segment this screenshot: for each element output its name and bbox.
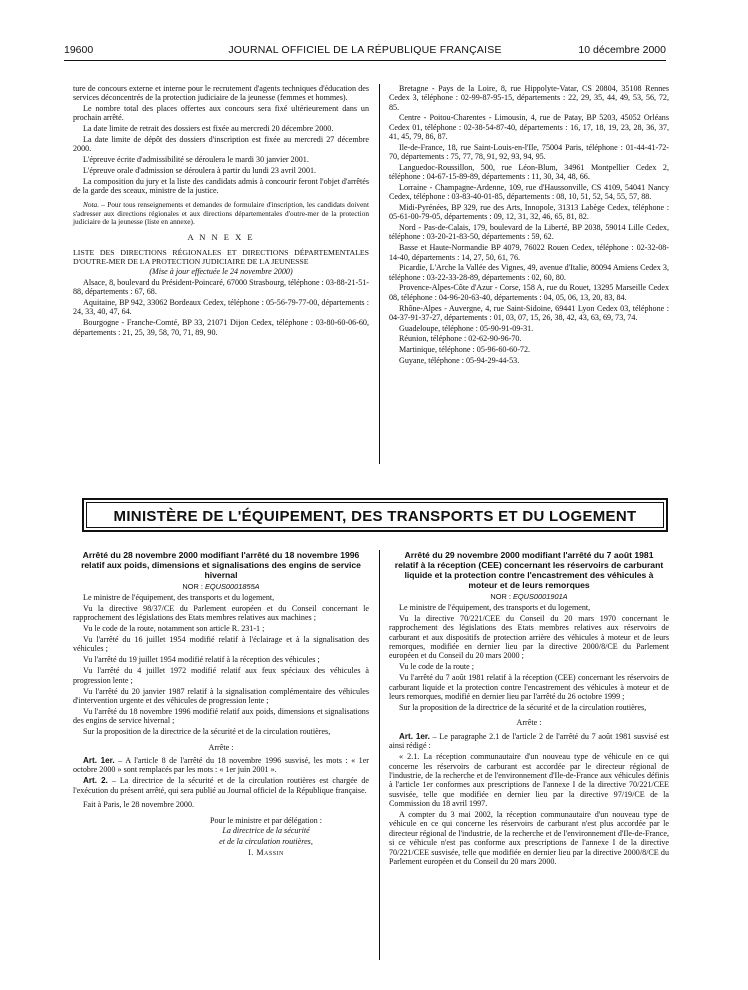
list-item: Alsace, 8, boulevard du Président-Poincaré, 67000 Strasbourg, téléphone : 03-88-21-51-88, départements : 67, 68. (73, 278, 369, 297)
column-divider (379, 550, 380, 960)
list-item: Ile-de-France, 18, rue Saint-Louis-en-l'Ile, 75004 Paris, téléphone : 01-44-41-72-70, départements : 75, 77, 78, 91, 92, 93, 94, 95. (389, 142, 669, 162)
quoted-paragraph: A compter du 3 mai 2002, la réception communautaire d'un nouveau type de véhicule en ce qui concerne les réservoirs de carburant n'est plus accordée par le directeur régional de l'industrie, de la recherche et de l'environnement d'Ile-de-France, si ce véhicule n'est pas conforme aux prescriptions de l'annexe I de la directive 70/221/CEE susvisée, telle que modifiée en dernier lieu par la directive 2000/8/CE du Parlement européen et du Conseil du 20 mars 2000. (389, 810, 669, 867)
top-left-column (73, 84, 369, 338)
update-note: (Mise à jour effectuée le 24 novembre 2000) (149, 267, 293, 277)
arrete-right-column (389, 550, 669, 868)
paragraph: Le ministre de l'équipement, des transports et du logement, (83, 592, 275, 602)
list-item: Réunion, téléphone : 02-62-90-96-70. (399, 334, 522, 344)
list-item: Guyane, téléphone : 05-94-29-44-53. (399, 356, 520, 366)
signature-line: et de la circulation routières, (219, 837, 313, 847)
journal-title: JOURNAL OFFICIEL DE LA RÉPUBLIQUE FRANÇAISE (228, 44, 502, 56)
arrete-word: Arrête : (516, 718, 542, 728)
nota-label: Nota. (83, 200, 100, 210)
signature-line: Pour le ministre et par délégation : (210, 815, 322, 825)
list-item: Languedoc-Roussillon, 500, rue Léon-Blum, 34961 Montpellier Cedex 2, téléphone : 04-67-15-89-89, départements : 11, 30, 34, 48, 66. (389, 162, 669, 182)
paragraph: Le nombre total des places offertes aux concours sera fixé ultérieurement dans un prochain arrêté. (73, 104, 369, 123)
page-header (64, 44, 666, 58)
nor-reference (389, 592, 669, 601)
nor-reference (73, 582, 369, 591)
quoted-paragraph: « 2.1. La réception communautaire d'un nouveau type de véhicule en ce qui concerne les réservoirs de carburant est accordée par le directeur régional de l'industrie, de la recherche et de l'environnement d'Ile-de-France aux véhicules définis à l'article 1er conformes aux prescriptions de l'annexe I de la directive 70/221/CEE susvisée, telle que modifiée en dernier lieu par la directive 97/19/CE de la Commission du 18 avril 1997. (389, 752, 669, 809)
article-2 (73, 776, 369, 795)
paragraph: Vu l'arrêté du 20 janvier 1987 relatif à la signalisation complémentaire des véhicules d'intervention urgente et des véhicules de progression lente ; (73, 686, 369, 705)
list-item: Bretagne - Pays de la Loire, 8, rue Hippolyte-Vatar, CS 20804, 35108 Rennes Cedex 3, téléphone : 02-99-87-95-15, départements : 22, 29, 35, 44, 49, 53, 56, 72, 85. (389, 84, 669, 112)
list-item: Provence-Alpes-Côte d'Azur - Corse, 158 A, rue du Rouet, 13295 Marseille Cedex 08, téléphone : 04-96-20-63-40, départements : 04, 05, 06, 13, 20, 83, 84. (389, 283, 669, 302)
list-item: Bourgogne - Franche-Comté, BP 33, 21071 Dijon Cedex, téléphone : 03-80-60-06-60, départements : 21, 25, 39, 58, 70, 71, 89, 90. (73, 318, 369, 337)
nor-label: NOR : (490, 592, 513, 601)
article-1 (389, 732, 669, 751)
done-at: Fait à Paris, le 28 novembre 2000. (83, 800, 195, 810)
ministry-banner (82, 498, 668, 532)
article-label: Art. 1er. (399, 731, 430, 741)
annexe-title: A N N E X E (187, 232, 255, 243)
header-rule (64, 60, 666, 61)
paragraph: Le ministre de l'équipement, des transports et du logement, (399, 602, 591, 612)
paragraph: ture de concours externe et interne pour le recrutement d'agents techniques d'éducation des services déconcentrés de la protection judiciaire de la jeunesse (femmes et hommes). (73, 84, 369, 103)
list-item: Martinique, téléphone : 05-96-60-60-72. (399, 345, 531, 355)
article-label: Art. 2. (83, 776, 108, 786)
article-text: – A l'article 8 de l'arrêté du 18 novembre 1996 susvisé, les mots : « 1er octobre 2000 » sont remplacés par les mots : « 1er juin 2001 ». (73, 756, 369, 775)
article-text: – La directrice de la sécurité et de la circulation routières est chargée de l'exécution du présent arrêté, qui sera publié au Journal officiel de la République française. (73, 776, 369, 795)
list-item: Guadeloupe, téléphone : 05-90-91-09-31. (399, 323, 534, 333)
annexe-subtitle: LISTE DES DIRECTIONS RÉGIONALES ET DIRECTIONS DÉPARTEMENTALES D'OUTRE-MER DE LA PROTECTION JUDICIAIRE DE LA JEUNESSE (73, 247, 369, 266)
issue-date: 10 décembre 2000 (578, 44, 666, 56)
nor-code: EQUS0001855A (204, 582, 260, 591)
paragraph: Vu l'arrêté du 16 juillet 1954 modifié relatif à l'éclairage et à la signalisation des véhicules ; (73, 635, 369, 654)
page-number: 19600 (64, 44, 94, 56)
list-item: Lorraine - Champagne-Ardenne, 109, rue d'Haussonville, CS 4109, 54041 Nancy Cedex, téléphone : 03-83-40-01-85, départements : 08, 10, 51, 52, 54, 55, 57, 88. (389, 182, 669, 202)
paragraph: Vu l'arrêté du 7 août 1981 relatif à la réception (CEE) concernant les réservoirs de carburant liquide et la protection contre l'encastrement des véhicules à moteur et de leurs remorques, modifié en dernier lieu par l'arrêté du 26 octobre 1999 ; (389, 673, 669, 702)
paragraph: La composition du jury et la liste des candidats admis à concourir feront l'objet d'arrêtés de la garde des sceaux, ministre de la justice. (73, 176, 369, 195)
signature-line: La directrice de la sécurité (222, 826, 310, 836)
paragraph: Vu le code de la route ; (399, 662, 475, 672)
column-divider (379, 84, 380, 464)
list-item: Centre - Poitou-Charentes - Limousin, 4, rue de Patay, BP 5203, 45052 Orléans Cedex 01, téléphone : 02-38-54-87-40, départements : 16, 17, 18, 19, 23, 28, 36, 37, 41, 45, 79, 86, 87. (389, 113, 669, 141)
paragraph: L'épreuve écrite d'admissibilité se déroulera le mardi 30 janvier 2001. (83, 155, 309, 165)
article-1 (73, 756, 369, 775)
list-item: Rhône-Alpes - Auvergne, 4, rue Saint-Sidoine, 69441 Lyon Cedex 03, téléphone : 04-37-91-37-27, départements : 01, 03, 07, 15, 26, 38, 42, 43, 63, 69, 73, 74. (389, 303, 669, 322)
article-text: – Le paragraphe 2.1 de l'article 2 de l'arrêté du 7 août 1981 susvisé est ainsi rédigé : (389, 731, 669, 751)
list-item: Basse et Haute-Normandie BP 4079, 76022 Rouen Cedex, téléphone : 02-32-08-14-40, départements : 14, 27, 50, 61, 76. (389, 243, 669, 262)
arrete-word: Arrête : (208, 742, 234, 752)
signatory-name: I. Massin (248, 848, 284, 858)
paragraph: Vu l'arrêté du 4 juillet 1972 modifié relatif aux feux spéciaux des véhicules à progression lente ; (73, 666, 369, 685)
arrete-title: Arrêté du 29 novembre 2000 modifiant l'arrêté du 7 août 1981 relatif à la réception (CEE) concernant les réservoirs de carburant liquide et la protection contre l'encastrement des véhicules à moteur et de leurs remorques (394, 550, 664, 590)
ministry-title: MINISTÈRE DE L'ÉQUIPEMENT, DES TRANSPORTS ET DU LOGEMENT (113, 508, 637, 525)
top-right-column (389, 84, 669, 367)
paragraph: L'épreuve orale d'admission se déroulera à partir du lundi 23 avril 2001. (83, 165, 317, 175)
paragraph: Vu la directive 70/221/CEE du Conseil du 20 mars 1970 concernant le rapprochement des législations des Etats membres relatives aux réservoirs de carburant et aux dispositifs de protection arrière des véhicules à moteur et de leurs remorques, modifiée en dernier lieu par la directive 2000/8/CE du Parlement européen et du Conseil du 20 mars 2000 ; (389, 613, 669, 661)
paragraph: Sur la proposition de la directrice de la sécurité et de la circulation routières, (83, 727, 331, 737)
nor-code: EQUS0001901A (512, 592, 568, 601)
list-item: Picardie, L'Arche la Vallée des Vignes, 49, avenue d'Italie, 80094 Amiens Cedex 3, téléphone : 03-22-33-28-89, départements : 02, 60, 80. (389, 263, 669, 282)
article-label: Art. 1er. (83, 756, 115, 765)
nor-label: NOR : (182, 582, 205, 591)
paragraph: Vu l'arrêté du 18 novembre 1996 modifié relatif aux poids, dimensions et signalisations des engins de service hivernal ; (73, 706, 369, 726)
paragraph: La date limite de retrait des dossiers est fixée au mercredi 20 décembre 2000. (83, 124, 334, 134)
list-item: Aquitaine, BP 942, 33062 Bordeaux Cedex, téléphone : 05-56-79-77-00, départements : 24, 33, 40, 47, 64. (73, 298, 369, 317)
arrete-title: Arrêté du 28 novembre 2000 modifiant l'arrêté du 18 novembre 1996 relatif aux poids, dimensions et signalisations des engins de service hivernal (81, 550, 361, 580)
list-item: Midi-Pyrénées, BP 329, rue des Arts, Innopole, 31313 Labège Cedex, téléphone : 05-61-00-79-05, départements : 09, 12, 31, 32, 46, 65, 81, 82. (389, 203, 669, 222)
arrete-left-column (73, 550, 369, 859)
paragraph: Vu la directive 98/37/CE du Parlement européen et du Conseil concernant le rapprochement des législations des Etats membres relatives aux machines ; (73, 603, 369, 623)
paragraph: Vu l'arrêté du 19 juillet 1954 modifié relatif à la réception des véhicules ; (83, 655, 320, 665)
paragraph: La date limite de dépôt des dossiers d'inscription est fixée au mercredi 27 décembre 2000. (73, 134, 369, 154)
paragraph: Vu le code de la route, notamment son article R. 231-1 ; (83, 624, 265, 634)
list-item: Nord - Pas-de-Calais, 179, boulevard de la Liberté, BP 2038, 59014 Lille Cedex, téléphone : 03-20-21-83-50, départements : 59, 62. (389, 223, 669, 242)
nota-text: – Pour tous renseignements et demandes de formulaire d'inscription, les candidats doivent s'adresser aux directions régionales et aux directions départementales d'outre-mer de la protection judiciaire de la jeunesse (liste en annexe). (73, 200, 369, 227)
paragraph: Sur la proposition de la directrice de la sécurité et de la circulation routières, (399, 702, 647, 712)
nota (73, 201, 369, 226)
